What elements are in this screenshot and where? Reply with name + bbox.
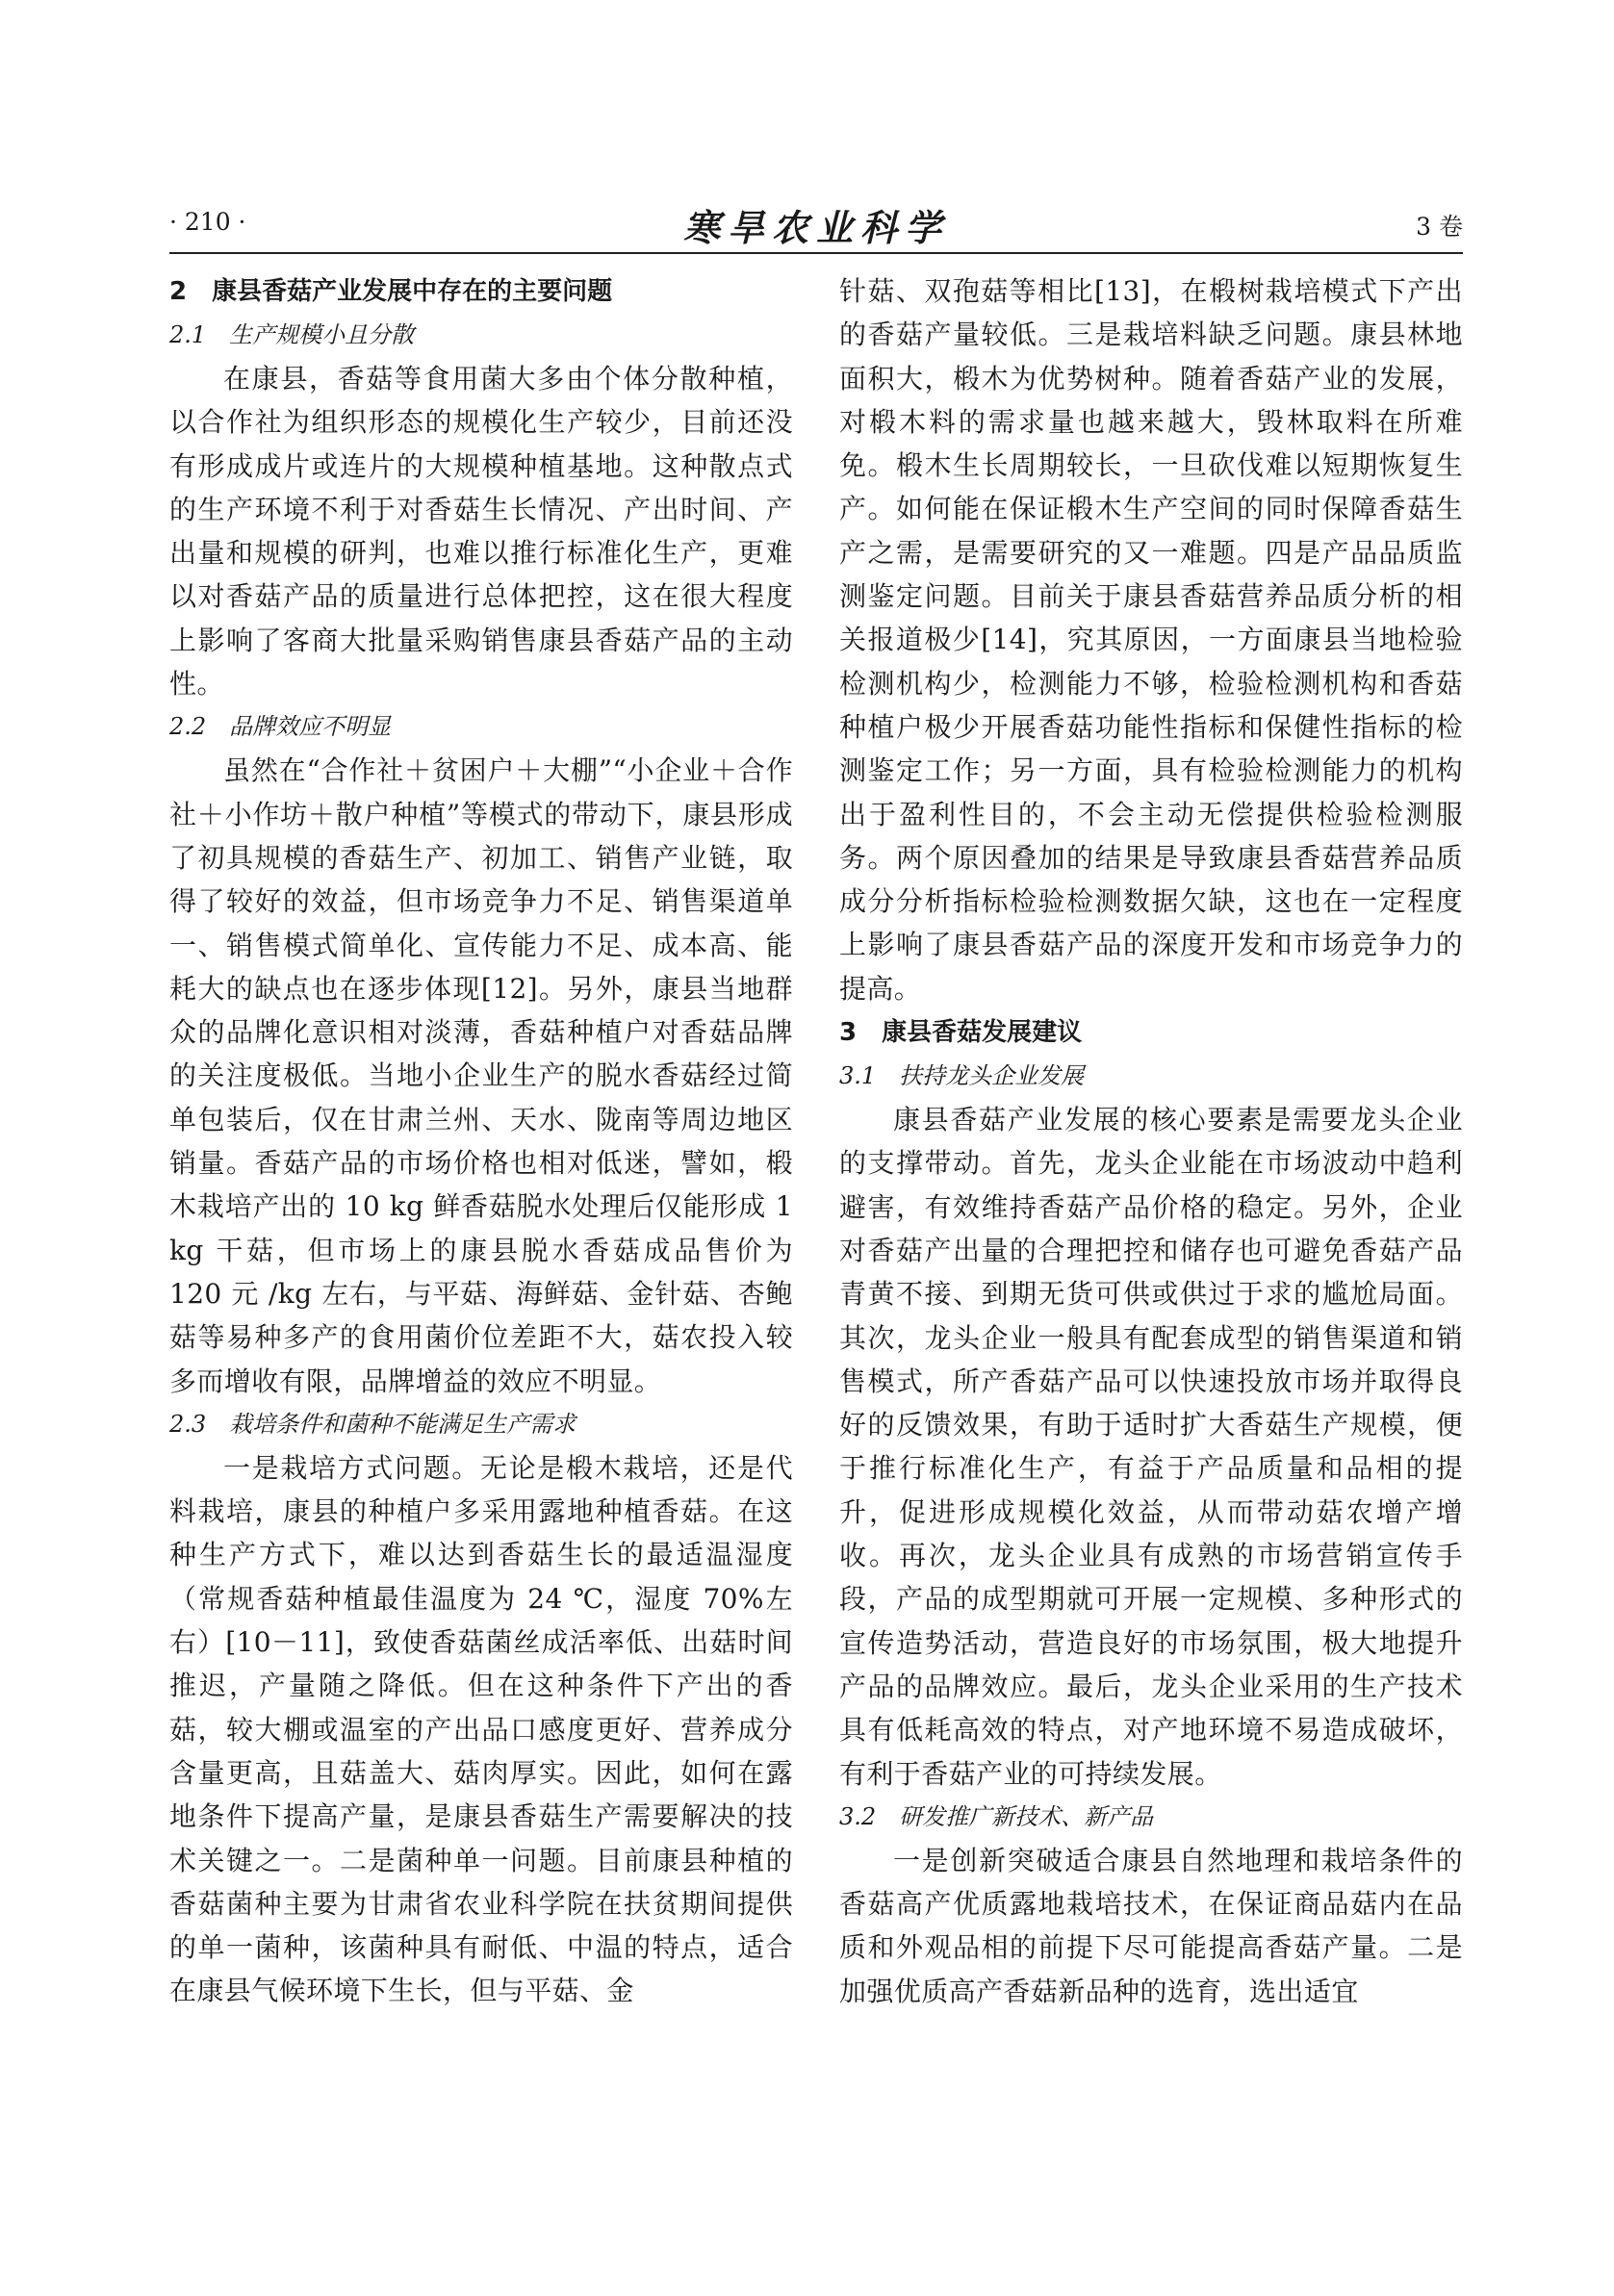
section-3-1-heading: 3.1 扶持龙头企业发展 xyxy=(839,1062,1085,1090)
section-2-3-heading: 2.3 栽培条件和菌种不能满足生产需求 xyxy=(169,1410,576,1438)
journal-title: 寒旱农业科学 xyxy=(682,206,949,249)
section-2-heading: 2 康县香菇产业发展中存在的主要问题 xyxy=(169,277,613,306)
section-3-heading: 3 康县香菇发展建议 xyxy=(839,1018,1083,1048)
page-number: · 210 · xyxy=(169,208,246,236)
section-3-2-heading: 3.2 研发推广新技术、新产品 xyxy=(839,1802,1154,1830)
paragraph: 虽然在“合作社＋贫困户＋大棚”“小企业＋合作社＋小作坊＋散户种植”等模式的带动下，康县形成了初具规模的香菇生产、初加工、销售产业链，取得了较好的效益，但市场竞争力不足、销售渠道单一、销售模式简单化、宣传能力不足、成本高、能耗大的缺点也在逐步体现[12]。另外，康县当地群众的品牌化意识相对淡薄，香菇种植户对香菇品牌的关注度极低。当地小企业生产的脱水香菇经过简单包装后，仅在甘肃兰州、天水、陇南等周边地区销量。香菇产品的市场价格也相对低迷，譬如，椴木栽培产出的 10 kg 鲜香菇脱水处理后仅能形成 1 kg 干菇，但市场上的康县脱水香菇成品售价为 120 元 /kg 左右，与平菇、海鲜菇、金针菇、杏鲍菇等易种多产的食用菌价位差距不大，菇农投入较多而增收有限，品牌增益的效应不明显。 xyxy=(169,754,793,1397)
page-header xyxy=(169,198,1463,248)
paragraph: 一是创新突破适合康县自然地理和栽培条件的香菇高产优质露地栽培技术，在保证商品菇内在品质和外观品相的前提下尽可能提高香菇产量。二是加强优质高产香菇新品种的选育，选出适宜 xyxy=(839,1844,1463,2007)
paragraph-continued: 针菇、双孢菇等相比[13]，在椴树栽培模式下产出的香菇产量较低。三是栽培料缺乏问题。康县林地面积大，椴木为优势树种。随着香菇产业的发展，对椴木料的需求量也越来越大，毁林取料在所难免。椴木生长周期较长，一旦砍伐难以短期恢复生产。如何能在保证椴木生产空间的同时保障香菇生产之需，是需要研究的又一难题。四是产品品质监测鉴定问题。目前关于康县香菇营养品质分析的相关报道极少[14]，究其原因，一方面康县当地检验检测机构少，检测能力不够，检验检测机构和香菇种植户极少开展香菇功能性指标和保健性指标的检测鉴定工作；另一方面，具有检验检测能力的机构出于盈利性目的，不会主动无偿提供检验检测服务。两个原因叠加的结果是导致康县香菇营养品质成分分析指标检验检测数据欠缺，这也在一定程度上影响了康县香菇产品的深度开发和市场竞争力的提高。 xyxy=(839,275,1463,1005)
left-column xyxy=(169,269,793,2013)
header-rule xyxy=(169,252,1463,254)
paragraph: 在康县，香菇等食用菌大多由个体分散种植，以合作社为组织形态的规模化生产较少，目前还没有形成成片或连片的大规模种植基地。这种散点式的生产环境不利于对香菇生长情况、产出时间、产出量和规模的研判，也难以推行标准化生产，更难以对香菇产品的质量进行总体把控，这在很大程度上影响了客商大批量采购销售康县香菇产品的主动性。 xyxy=(169,363,793,701)
right-column xyxy=(839,269,1463,2013)
paragraph: 康县香菇产业发展的核心要素是需要龙头企业的支撑带动。首先，龙头企业能在市场波动中趋利避害，有效维持香菇产品价格的稳定。另外，企业对香菇产出量的合理把控和储存也可避免香菇产品青黄不接、到期无货可供或供过于求的尴尬局面。其次，龙头企业一般具有配套成型的销售渠道和销售模式，所产香菇产品可以快速投放市场并取得良好的反馈效果，有助于适时扩大香菇生产规模，便于推行标准化生产，有益于产品质量和品相的提升，促进形成规模化效益，从而带动菇农增产增收。再次，龙头企业具有成熟的市场营销宣传手段，产品的成型期就可开展一定规模、多种形式的宣传造势活动，营造良好的市场氛围，极大地提升产品的品牌效应。最后，龙头企业采用的生产技术具有低耗高效的特点，对产地环境不易造成破坏，有利于香菇产业的可持续发展。 xyxy=(839,1104,1463,1790)
paragraph: 一是栽培方式问题。无论是椴木栽培，还是代料栽培，康县的种植户多采用露地种植香菇。在这种生产方式下，难以达到香菇生长的最适温湿度（常规香菇种植最佳温度为 24 ℃，湿度 70%左右）[10－11]，致使香菇菌丝成活率低、出菇时间推迟，产量随之降低。但在这种条件下产出的香菇，较大棚或温室的产出品口感度更好、营养成分含量更高，且菇盖大、菇肉厚实。因此，如何在露地条件下提高产量，是康县香菇生产需要解决的技术关键之一。二是菌种单一问题。目前康县种植的香菇菌种主要为甘肃省农业科学院在扶贫期间提供的单一菌种，该菌种具有耐低、中温的特点，适合在康县气候环境下生长，但与平菇、金 xyxy=(169,1451,793,2007)
volume-label: 3 卷 xyxy=(1416,213,1463,241)
section-2-1-heading: 2.1 生产规模小且分散 xyxy=(169,321,415,348)
section-2-2-heading: 2.2 品牌效应不明显 xyxy=(169,713,392,741)
